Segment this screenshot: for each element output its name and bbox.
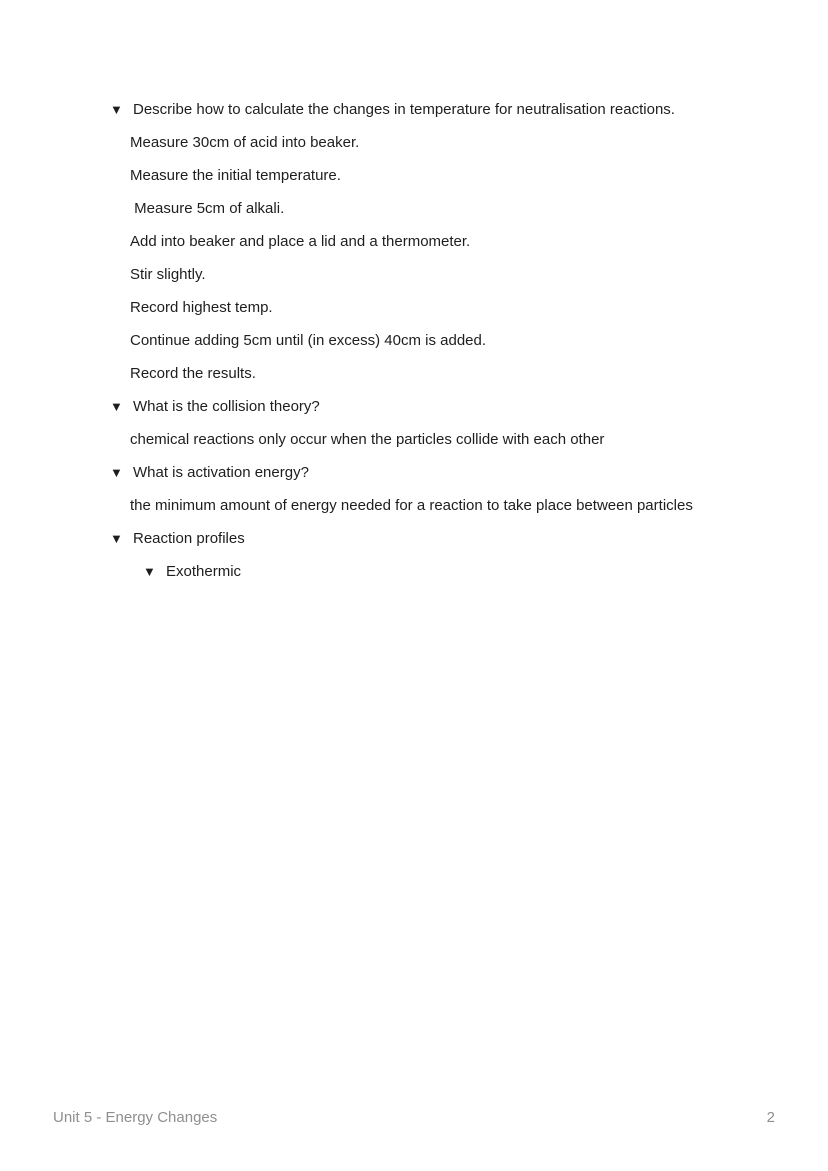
toggle-question (98, 394, 705, 419)
answer-text: Record highest temp. (130, 299, 273, 316)
answer-text: the minimum amount of energy needed for a reaction to take place between particles (130, 497, 693, 514)
toggle-question-nested (131, 559, 705, 584)
question-text: What is the collision theory? (133, 398, 320, 415)
question-text: Exothermic (166, 563, 242, 580)
answer-text: Measure 30cm of acid into beaker. (130, 134, 360, 151)
document-page (98, 97, 705, 592)
toggle-question (98, 526, 705, 551)
toggle-question (98, 97, 705, 122)
question-text: What is activation energy? (133, 464, 309, 481)
answer-text: Continue adding 5cm until (in excess) 40cm is added. (130, 332, 487, 349)
answer-text: Measure 5cm of alkali. (130, 200, 285, 217)
answer-text: chemical reactions only occur when the particles collide with each other (130, 431, 605, 448)
question-text: Reaction profiles (133, 530, 245, 547)
toggle-down-icon: ▼ (110, 531, 123, 546)
footer-title: Unit 5 - Energy Changes (53, 1109, 218, 1126)
answer-text: Record the results. (130, 365, 256, 382)
toggle-down-icon: ▼ (110, 465, 123, 480)
toggle-down-icon: ▼ (110, 102, 123, 117)
page-number: 2 (766, 1109, 775, 1126)
toggle-down-icon: ▼ (110, 399, 123, 414)
toggle-question (98, 460, 705, 485)
page-footer (53, 1109, 775, 1126)
answer-text: Stir slightly. (130, 266, 206, 283)
toggle-down-icon: ▼ (143, 564, 156, 579)
answer-text: Measure the initial temperature. (130, 167, 341, 184)
question-text: Describe how to calculate the changes in temperature for neutralisation reactions. (133, 101, 675, 118)
answer-text: Add into beaker and place a lid and a thermometer. (130, 233, 471, 250)
